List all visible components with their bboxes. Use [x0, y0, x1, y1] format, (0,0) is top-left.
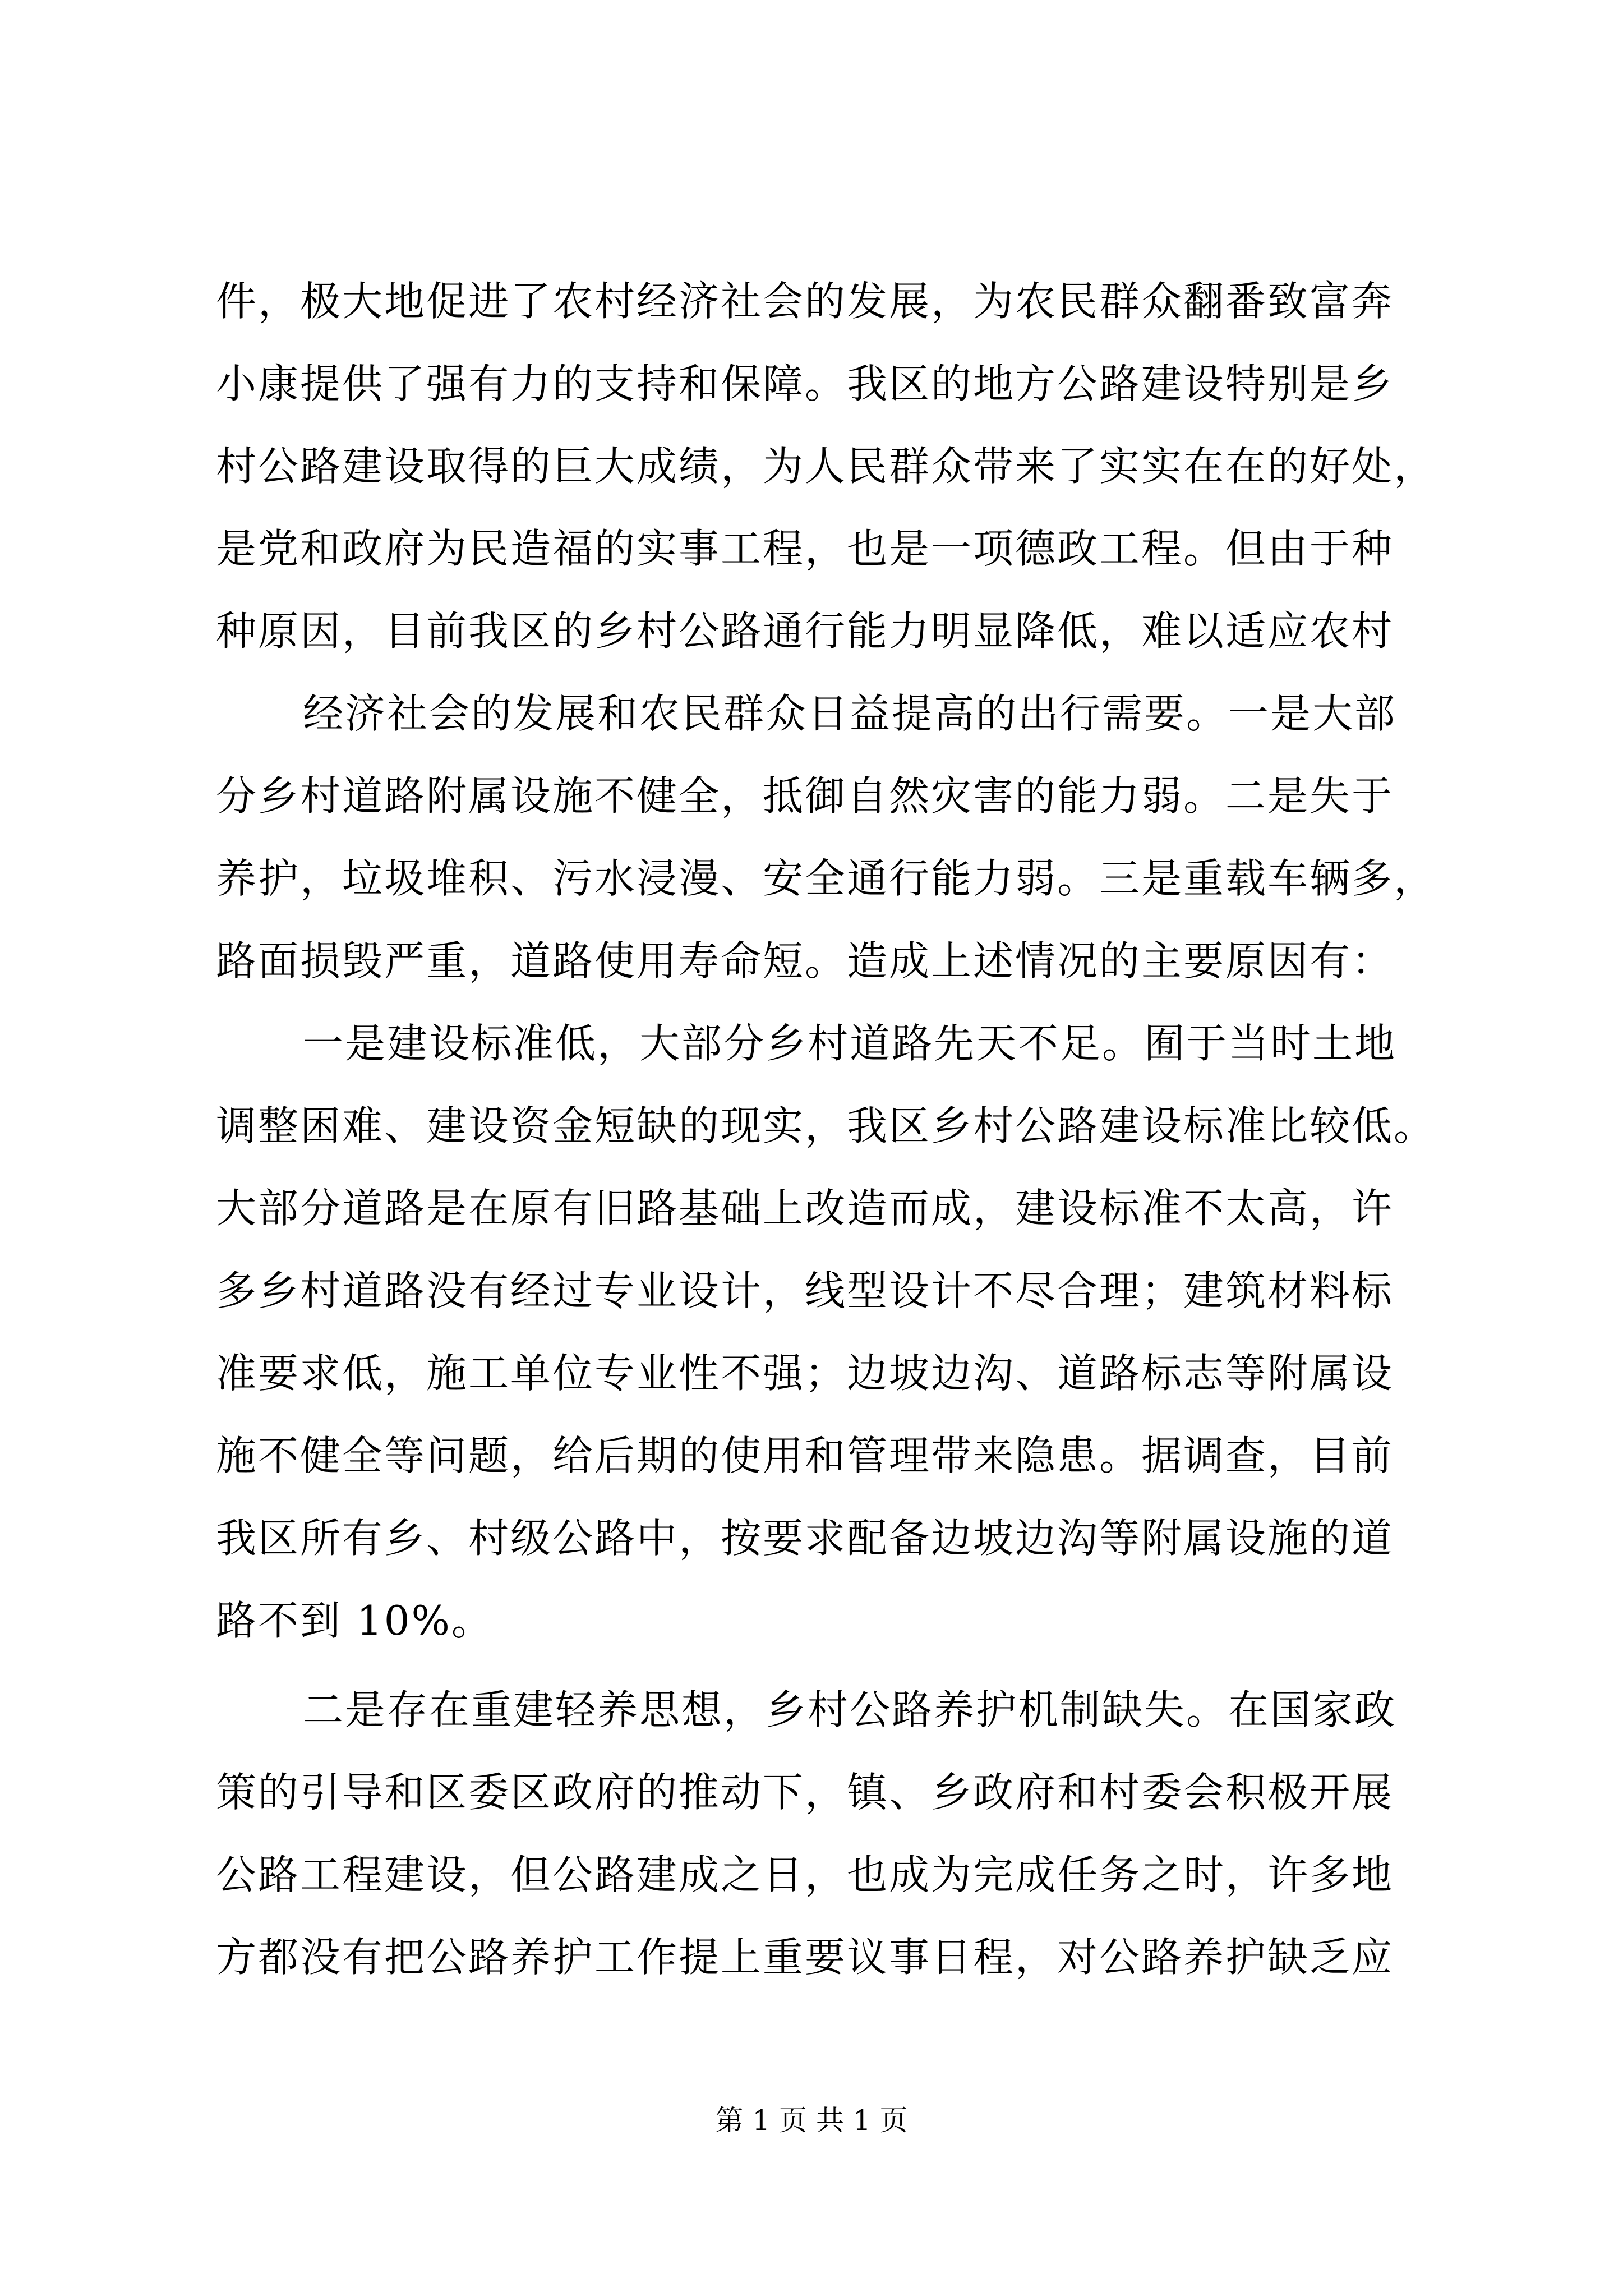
text-line: 小康提供了强有力的支持和保障。我区的地方公路建设特别是乡 [216, 360, 1394, 407]
text-line: 养护，垃圾堆积、污水浸漫、安全通行能力弱。三是重载车辆多， [216, 855, 1436, 902]
text-line: 多乡村道路没有经过专业设计，线型设计不尽合理；建筑材料标 [216, 1267, 1394, 1314]
text-line: 经济社会的发展和农民群众日益提高的出行需要。一是大部 [303, 690, 1397, 737]
text-line: 是党和政府为民造福的实事工程，也是一项德政工程。但由于种 [216, 525, 1394, 572]
text-line: 准要求低，施工单位专业性不强；边坡边沟、道路标志等附属设 [216, 1350, 1394, 1397]
text-line: 村公路建设取得的巨大成绩，为人民群众带来了实实在在的好处， [216, 443, 1436, 490]
text-line: 大部分道路是在原有旧路基础上改造而成，建设标准不太高，许 [216, 1185, 1394, 1232]
page-footer [0, 2101, 1623, 2140]
document-body [216, 260, 1436, 1999]
paragraph-1 [216, 260, 1436, 673]
text-line: 我区所有乡、村级公路中，按要求配备边坡边沟等附属设施的道 [216, 1515, 1394, 1562]
text-line: 二是存在重建轻养思想，乡村公路养护机制缺失。在国家政 [303, 1686, 1397, 1733]
paragraph-4 [216, 1669, 1427, 1999]
text-line: 方都没有把公路养护工作提上重要议事日程，对公路养护缺乏应 [216, 1934, 1394, 1981]
paragraph-3 [216, 1002, 1436, 1662]
text-line: 件，极大地促进了农村经济社会的发展，为农民群众翻番致富奔 [216, 278, 1394, 325]
page-number-label: 第 1 页 共 1 页 [715, 2104, 908, 2137]
text-line: 一是建设标准低，大部分乡村道路先天不足。囿于当时土地 [303, 1020, 1397, 1067]
text-line: 施不健全等问题，给后期的使用和管理带来隐患。据调查，目前 [216, 1432, 1394, 1479]
text-line: 路不到 10%。 [216, 1597, 494, 1644]
paragraph-2 [216, 673, 1436, 1002]
text-line: 分乡村道路附属设施不健全，抵御自然灾害的能力弱。二是失于 [216, 772, 1394, 820]
text-line: 公路工程建设，但公路建成之日，也成为完成任务之时，许多地 [216, 1851, 1394, 1898]
paragraph-spacer [216, 1662, 1427, 1669]
text-line: 种原因，目前我区的乡村公路通行能力明显降低，难以适应农村 [216, 608, 1394, 655]
text-line: 路面损毁严重，道路使用寿命短。造成上述情况的主要原因有： [216, 937, 1394, 984]
text-line: 调整困难、建设资金短缺的现实，我区乡村公路建设标准比较低。 [216, 1102, 1436, 1149]
text-line: 策的引导和区委区政府的推动下，镇、乡政府和村委会积极开展 [216, 1769, 1394, 1816]
